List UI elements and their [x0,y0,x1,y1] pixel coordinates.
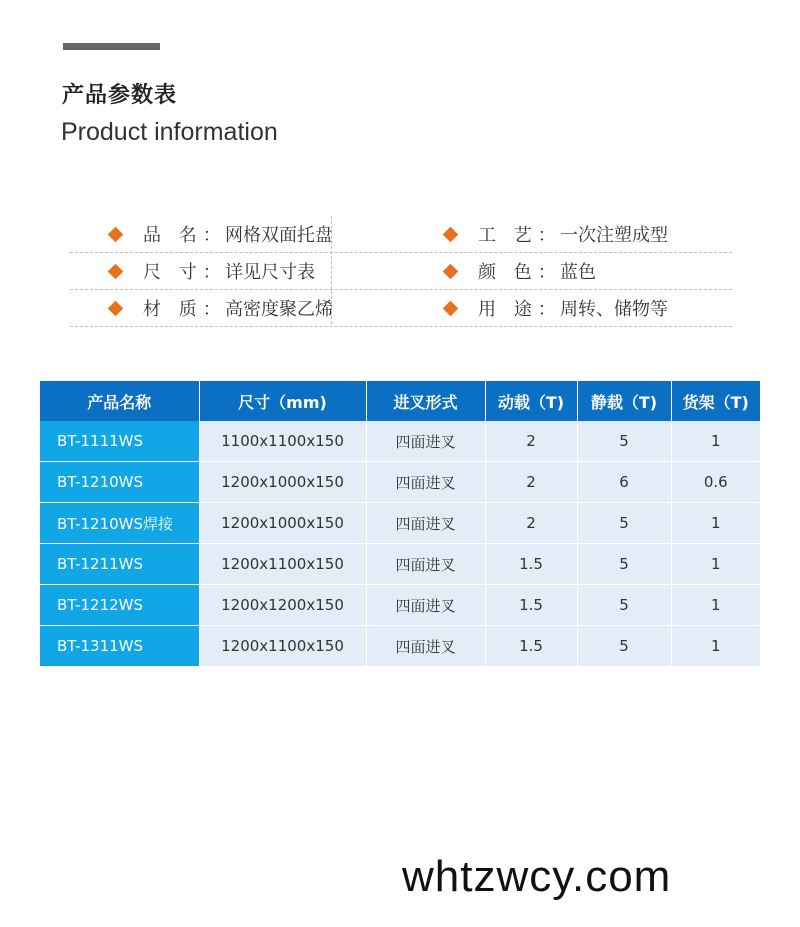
website-url: whtzwcy.com [402,852,672,901]
spec-row [70,216,732,253]
size-cell: 1200x1100x150 [199,544,366,585]
fork-entry-cell: 四面进叉 [366,544,485,585]
diamond-bullet-icon [108,263,124,279]
page-title: 产品参数表 [62,83,178,108]
fork-entry-cell: 四面进叉 [366,462,485,503]
table-row [40,503,760,544]
size-cell: 1100x1100x150 [199,421,366,462]
model-cell: BT-1211WS [40,544,199,585]
accent-bar [63,43,160,50]
model-cell: BT-1212WS [40,585,199,626]
static-load-cell: 5 [577,585,671,626]
static-load-cell: 6 [577,462,671,503]
fork-entry-cell: 四面进叉 [366,585,485,626]
static-load-cell: 5 [577,503,671,544]
size-cell: 1200x1200x150 [199,585,366,626]
spec-value: 网格双面托盘 [225,225,333,246]
column-header: 产品名称 [40,381,199,421]
model-cell: BT-1311WS [40,626,199,667]
table-row [40,585,760,626]
table-row [40,626,760,667]
size-cell: 1200x1100x150 [199,626,366,667]
table-row [40,462,760,503]
spec-item [110,216,333,252]
dynamic-load-cell: 1.5 [485,626,577,667]
table-header-row [40,381,760,421]
model-cell: BT-1210WS [40,462,199,503]
spec-item [445,216,668,252]
spec-label: 颜 色： [478,262,562,283]
fork-entry-cell: 四面进叉 [366,503,485,544]
spec-value: 蓝色 [560,262,596,283]
model-cell: BT-1210WS焊接 [40,503,199,544]
rack-load-cell: 1 [671,421,760,462]
spec-label: 用 途： [478,299,562,320]
spec-value: 周转、储物等 [560,299,668,320]
column-header: 进叉形式 [366,381,485,421]
column-header: 动载（T) [485,381,577,421]
static-load-cell: 5 [577,544,671,585]
static-load-cell: 5 [577,421,671,462]
spec-label: 工 艺： [478,225,562,246]
dynamic-load-cell: 2 [485,503,577,544]
spec-item [445,253,596,289]
spec-label: 品 名： [143,225,227,246]
rack-load-cell: 1 [671,585,760,626]
dynamic-load-cell: 1.5 [485,585,577,626]
diamond-bullet-icon [108,300,124,316]
diamond-bullet-icon [443,300,459,316]
diamond-bullet-icon [108,226,124,242]
column-header: 货架（T) [671,381,760,421]
dynamic-load-cell: 1.5 [485,544,577,585]
spec-value: 一次注塑成型 [560,225,668,246]
rack-load-cell: 1 [671,503,760,544]
spec-label: 材 质： [143,299,227,320]
dynamic-load-cell: 2 [485,462,577,503]
size-cell: 1200x1000x150 [199,462,366,503]
column-header: 尺寸（mm) [199,381,366,421]
spec-divider [331,216,332,324]
rack-load-cell: 0.6 [671,462,760,503]
spec-item [445,290,668,326]
dynamic-load-cell: 2 [485,421,577,462]
rack-load-cell: 1 [671,544,760,585]
fork-entry-cell: 四面进叉 [366,421,485,462]
model-cell: BT-1111WS [40,421,199,462]
diamond-bullet-icon [443,226,459,242]
spec-grid [70,216,732,327]
spec-value: 高密度聚乙烯 [225,299,333,320]
fork-entry-cell: 四面进叉 [366,626,485,667]
spec-row [70,253,732,290]
spec-value: 详见尺寸表 [225,262,315,283]
size-cell: 1200x1000x150 [199,503,366,544]
rack-load-cell: 1 [671,626,760,667]
spec-row [70,290,732,327]
diamond-bullet-icon [443,263,459,279]
spec-label: 尺 寸： [143,262,227,283]
page-subtitle: Product information [61,118,278,146]
product-table [40,381,760,667]
column-header: 静载（T) [577,381,671,421]
table-row [40,544,760,585]
table-row [40,421,760,462]
spec-item [110,253,315,289]
static-load-cell: 5 [577,626,671,667]
spec-item [110,290,333,326]
